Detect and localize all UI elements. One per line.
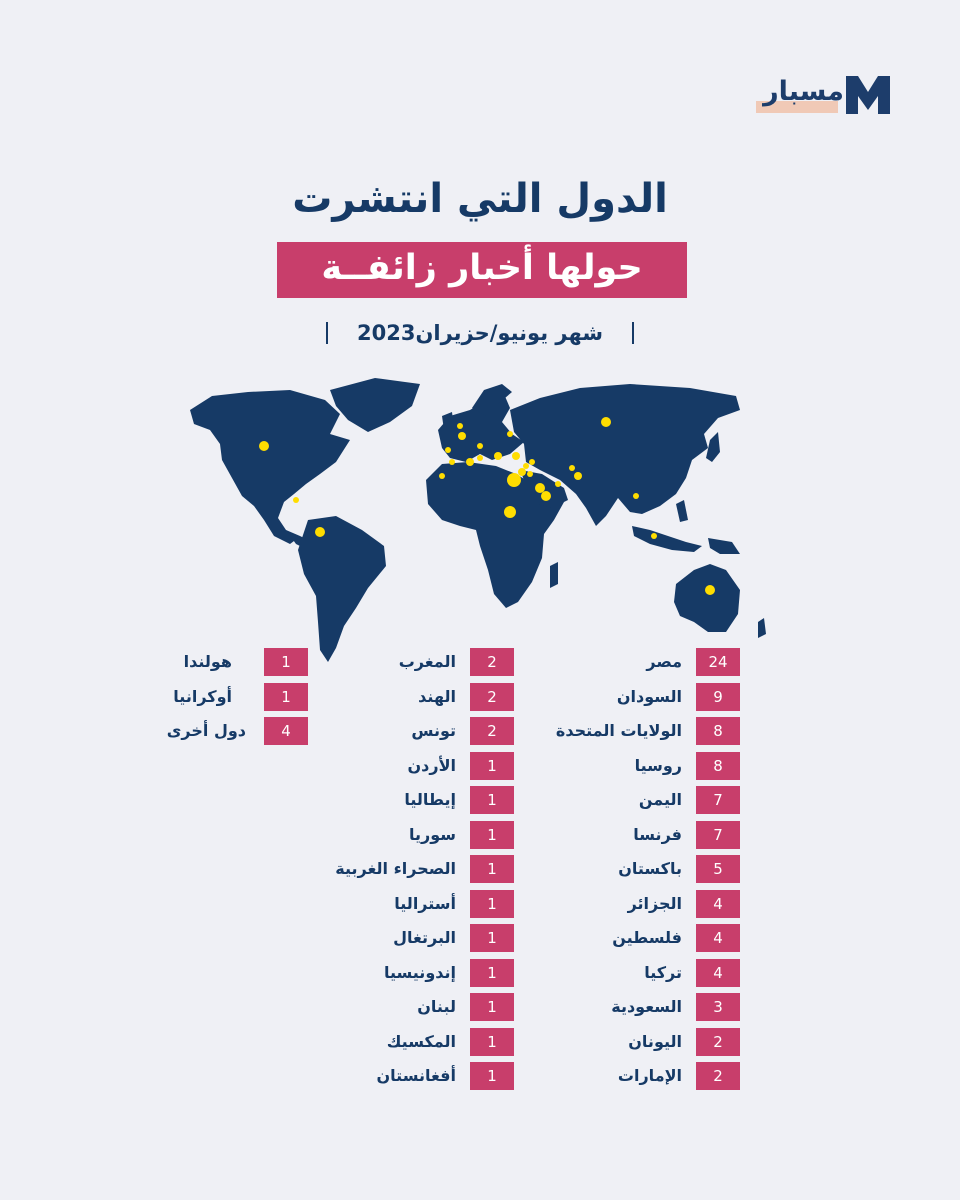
- country-name: لبنان: [417, 997, 456, 1016]
- list-item: [150, 648, 308, 683]
- count-badge: 2: [470, 717, 514, 745]
- list-item: [520, 855, 740, 890]
- dot-russia: [601, 417, 611, 427]
- country-name: الأردن: [407, 755, 456, 775]
- count-badge: 4: [264, 717, 308, 745]
- list-item: [300, 890, 514, 925]
- list-item: [520, 993, 740, 1028]
- subtitle: شهر يونيو/حزيران2023: [357, 321, 603, 345]
- count-badge: 4: [696, 959, 740, 987]
- dot-pakistan: [574, 472, 582, 480]
- dot-uae: [555, 481, 561, 487]
- country-name: الهند: [418, 686, 456, 706]
- list-item: [520, 821, 740, 856]
- count-badge: 1: [470, 959, 514, 987]
- dot-greece: [494, 452, 502, 460]
- count-badge: 9: [696, 683, 740, 711]
- country-name: روسيا: [634, 755, 682, 775]
- count-badge: 1: [470, 1028, 514, 1056]
- continents: [190, 378, 766, 662]
- country-name: البرتغال: [393, 928, 456, 947]
- title-highlight-box: [277, 242, 687, 298]
- dot-palestine: [518, 468, 526, 476]
- count-badge: 8: [696, 717, 740, 745]
- list-item: [300, 855, 514, 890]
- count-badge: 1: [470, 924, 514, 952]
- list-item: [300, 924, 514, 959]
- count-badge: 1: [470, 855, 514, 883]
- country-name: سوريا: [409, 824, 456, 844]
- list-item: [520, 890, 740, 925]
- count-badge: 2: [696, 1062, 740, 1090]
- dot-ukraine: [507, 431, 513, 437]
- count-badge: 1: [470, 786, 514, 814]
- list-item: [150, 683, 308, 718]
- indonesia-shape: [632, 526, 702, 552]
- country-name: باكستان: [618, 859, 682, 878]
- dot-mexico: [293, 497, 299, 503]
- count-badge: 1: [470, 993, 514, 1021]
- country-name: الصحراء الغربية: [335, 859, 456, 878]
- list-item: [520, 717, 740, 752]
- count-badge: 1: [264, 683, 308, 711]
- list-item: [520, 786, 740, 821]
- list-item: [300, 683, 514, 718]
- dot-syria: [529, 459, 535, 465]
- dot-netherlands: [457, 423, 463, 429]
- country-name: المكسيك: [386, 1031, 456, 1051]
- country-name: اليمن: [638, 790, 682, 809]
- logo-text: مسبار: [763, 76, 844, 107]
- list-item: [300, 1028, 514, 1063]
- count-badge: 1: [470, 1062, 514, 1090]
- dot-sudan: [504, 506, 516, 518]
- dot-morocco: [449, 459, 455, 465]
- country-name: إيطاليا: [404, 790, 456, 809]
- dot-lebanon: [523, 463, 529, 469]
- country-name: اليونان: [628, 1031, 682, 1051]
- list-item: [520, 683, 740, 718]
- dot-turkey: [512, 452, 520, 460]
- japan-shape: [706, 432, 720, 462]
- country-name: السعودية: [611, 997, 682, 1016]
- world-map: [180, 370, 780, 670]
- country-name: تركيا: [644, 962, 682, 982]
- list-item: [300, 717, 514, 752]
- dot-france: [458, 432, 466, 440]
- uk-shape: [442, 412, 454, 430]
- count-badge: 5: [696, 855, 740, 883]
- list-item: [520, 1028, 740, 1063]
- country-name: السودان: [616, 686, 682, 706]
- count-badge: 24: [696, 648, 740, 676]
- madagascar-shape: [550, 562, 558, 588]
- country-name: مصر: [646, 652, 682, 671]
- country-name: هولندا: [183, 652, 232, 671]
- dot-italy: [477, 443, 483, 449]
- dot-afghanistan: [569, 465, 575, 471]
- dot-egypt: [507, 473, 521, 487]
- divider-bar-left: [326, 322, 328, 344]
- logo-m-icon: [844, 74, 892, 116]
- list-item: [300, 821, 514, 856]
- country-column-1: [520, 648, 740, 1097]
- count-badge: 1: [470, 890, 514, 918]
- country-name: الإمارات: [617, 1066, 682, 1085]
- count-badge: 4: [696, 890, 740, 918]
- dot-colombia: [315, 527, 325, 537]
- page-title-highlight: حولها أخبار زائفــة: [321, 248, 643, 288]
- country-name: تونس: [411, 721, 456, 740]
- list-item: [300, 648, 514, 683]
- country-name: أوكرانيا: [173, 686, 232, 706]
- dot-australia: [705, 585, 715, 595]
- country-name: فلسطين: [612, 928, 682, 947]
- dot-western-sahara: [439, 473, 445, 479]
- brand-logo: [752, 64, 892, 126]
- country-name: الولايات المتحدة: [555, 721, 682, 740]
- greenland-shape: [330, 378, 420, 432]
- dot-tunisia: [477, 455, 483, 461]
- count-badge: 7: [696, 821, 740, 849]
- list-item: [300, 786, 514, 821]
- country-name: أستراليا: [394, 893, 456, 913]
- subtitle-row: [0, 320, 960, 345]
- new-guinea-shape: [708, 538, 740, 554]
- country-name: إندونيسيا: [383, 962, 456, 982]
- count-badge: 2: [696, 1028, 740, 1056]
- count-badge: 3: [696, 993, 740, 1021]
- country-name: دول أخرى: [166, 721, 246, 740]
- count-badge: 8: [696, 752, 740, 780]
- country-name: الجزائر: [627, 893, 682, 913]
- list-item: [520, 648, 740, 683]
- dot-indonesia: [651, 533, 657, 539]
- page-title: الدول التي انتشرت: [292, 176, 668, 222]
- new-zealand-shape: [758, 618, 766, 638]
- count-badge: 1: [470, 821, 514, 849]
- country-name: أفغانستان: [376, 1066, 456, 1085]
- dot-algeria: [466, 458, 474, 466]
- count-badge: 7: [696, 786, 740, 814]
- dot-usa: [259, 441, 269, 451]
- dot-jordan: [527, 471, 533, 477]
- dot-india: [633, 493, 639, 499]
- list-item: [300, 959, 514, 994]
- divider-bar-right: [632, 322, 634, 344]
- count-badge: 2: [470, 683, 514, 711]
- philippines-shape: [676, 500, 688, 522]
- dot-yemen: [541, 491, 551, 501]
- australia-shape: [674, 564, 740, 632]
- count-badge: 2: [470, 648, 514, 676]
- country-name: فرنسا: [633, 824, 682, 844]
- list-item: [150, 717, 308, 752]
- list-item: [300, 752, 514, 787]
- dot-portugal: [445, 447, 451, 453]
- list-item: [520, 924, 740, 959]
- country-name: المغرب: [398, 652, 456, 671]
- count-badge: 1: [470, 752, 514, 780]
- country-column-3: [150, 648, 308, 752]
- list-item: [520, 959, 740, 994]
- list-item: [300, 1062, 514, 1097]
- list-item: [520, 752, 740, 787]
- count-badge: 1: [264, 648, 308, 676]
- south-america-shape: [298, 516, 386, 662]
- country-column-2: [300, 648, 514, 1097]
- dot-saudi: [535, 483, 545, 493]
- count-badge: 4: [696, 924, 740, 952]
- list-item: [520, 1062, 740, 1097]
- list-item: [300, 993, 514, 1028]
